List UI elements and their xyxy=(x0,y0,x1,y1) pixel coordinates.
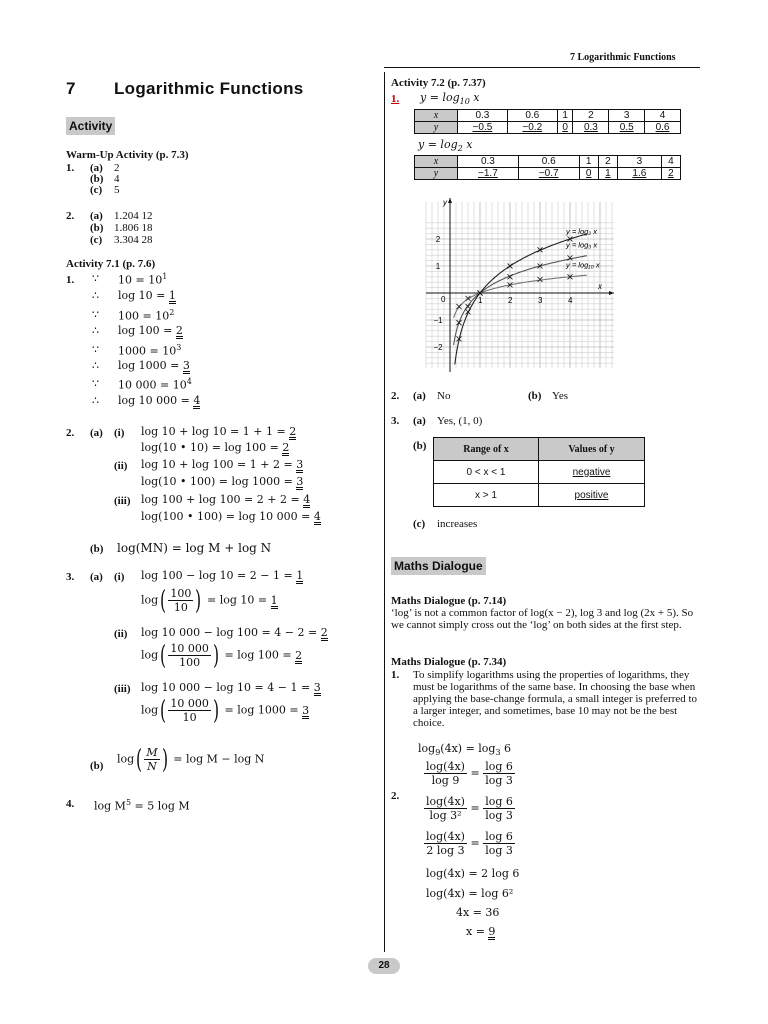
table-row xyxy=(434,484,645,507)
q3-i-line1 xyxy=(141,569,303,584)
q1-symbol: ∵ xyxy=(92,343,99,356)
numerator: log 6 xyxy=(485,795,513,808)
answer-value: Yes, (1, 0) xyxy=(437,415,483,427)
table-header: Range of x xyxy=(434,438,539,461)
table-cell: 2 xyxy=(598,156,617,168)
q1-symbol: ∴ xyxy=(92,359,99,372)
part-label: (a) xyxy=(90,571,103,583)
log-word: log xyxy=(141,648,159,662)
table-cell: −1.7 xyxy=(458,168,519,180)
table-header: y xyxy=(415,168,458,180)
answer: 2 xyxy=(289,425,297,438)
left-paren: ( xyxy=(160,640,167,671)
table-cell: −0.5 xyxy=(458,122,508,134)
table-cell: negative xyxy=(539,461,645,484)
table-row xyxy=(415,110,681,122)
act72-q1-num: 1. xyxy=(391,93,400,105)
exponent: 4 xyxy=(186,377,192,386)
denominator: 2 log 3 xyxy=(426,844,465,857)
table-cell: 0.5 xyxy=(609,122,645,134)
expr: log 1000 = xyxy=(118,359,183,372)
act71-heading: Activity 7.1 (p. 7.6) xyxy=(66,258,156,270)
part-label: (ii) xyxy=(114,628,128,640)
numerator: 10 000 xyxy=(170,642,209,655)
denominator: log 3² xyxy=(429,809,462,822)
answer: 2 xyxy=(320,626,328,639)
table-row xyxy=(415,156,681,168)
fraction xyxy=(483,830,515,857)
q1-line xyxy=(118,359,190,374)
md2-q2-num: 2. xyxy=(391,790,400,802)
q1-symbol: ∵ xyxy=(92,308,99,321)
q1-symbol: ∴ xyxy=(92,289,99,302)
log-word: log xyxy=(141,593,159,607)
q3-ii-line1 xyxy=(141,626,328,641)
activity-banner: Activity xyxy=(66,117,115,135)
table-cell: 3 xyxy=(618,156,662,168)
q3-ii-frac xyxy=(141,642,302,669)
table-header: y xyxy=(415,122,458,134)
expr: log xyxy=(418,742,436,755)
expr: log 100 + log 100 = 2 + 2 = xyxy=(141,493,304,506)
q1-line xyxy=(118,308,174,323)
answer: 4 xyxy=(193,394,201,407)
exponent: 2 xyxy=(169,308,175,317)
denominator: log 3 xyxy=(485,844,513,857)
act72-heading: Activity 7.2 (p. 7.37) xyxy=(391,77,486,89)
q1-line xyxy=(118,343,181,358)
expr: (4x) = log xyxy=(440,742,496,755)
answer: 4 xyxy=(303,493,311,506)
answer-value: 1.806 18 xyxy=(114,222,153,234)
numerator: log(4x) xyxy=(426,795,465,808)
expr: log 10 000 = xyxy=(118,394,194,407)
answer-value: Yes xyxy=(552,390,569,402)
q1-symbol: ∴ xyxy=(92,324,99,337)
table-cell: 1.6 xyxy=(618,168,662,180)
page-number: 28 xyxy=(368,958,400,974)
maths-dialogue-banner: Maths Dialogue xyxy=(391,557,486,575)
fraction xyxy=(424,760,467,787)
act71-q4-num: 4. xyxy=(66,798,75,810)
expr: 10 = 10 xyxy=(118,273,163,287)
left-paren: ( xyxy=(160,585,167,616)
part-label: (c) xyxy=(413,518,426,530)
origin-label: 0 xyxy=(441,295,446,304)
expr: log(10 • 100) = log 1000 = xyxy=(141,475,297,488)
denominator: 100 xyxy=(179,656,201,669)
curve-legend-label: y = log₁₀ x xyxy=(566,260,600,270)
y-axis-arrow-icon xyxy=(448,198,452,203)
table-cell: −0.2 xyxy=(507,122,557,134)
q3-iii-frac xyxy=(141,697,309,724)
q2-num: 2. xyxy=(391,390,400,402)
table-log10 xyxy=(414,109,681,134)
fraction xyxy=(483,795,515,822)
md2-line8 xyxy=(466,925,495,940)
column-divider xyxy=(384,72,385,952)
table-cell: −0.7 xyxy=(518,168,579,180)
expr: log 10 + log 100 = 1 + 2 = xyxy=(141,458,297,471)
table-cell: 3 xyxy=(609,110,645,122)
q4-expr xyxy=(94,798,190,813)
answer: 2 xyxy=(295,648,303,662)
right-paren: ) xyxy=(212,640,219,671)
q2-i-line1 xyxy=(141,425,296,440)
part-label: (b) xyxy=(413,440,427,452)
warmup-q2-num: 2. xyxy=(66,210,75,222)
numerator: 100 xyxy=(170,587,192,600)
expr: 10 000 = 10 xyxy=(118,378,187,392)
md2-line7: 4x = 36 xyxy=(456,906,500,919)
y-tick-label: 1 xyxy=(435,262,441,271)
exponent: 1 xyxy=(162,272,168,281)
denominator: log 9 xyxy=(431,774,460,787)
expr: log 100 = xyxy=(118,324,176,337)
table-cell: 4 xyxy=(645,110,681,122)
answer: 2 xyxy=(175,324,183,337)
range-table xyxy=(433,437,645,507)
warmup-heading: Warm-Up Activity (p. 7.3) xyxy=(66,149,189,161)
md2-heading: Maths Dialogue (p. 7.34) xyxy=(391,656,507,668)
curve-legend-label: y = log₃ x xyxy=(566,240,598,250)
answer-value: 3.304 28 xyxy=(114,234,153,246)
q3-b-expr xyxy=(117,746,264,773)
table-header: Values of y xyxy=(539,438,645,461)
exponent: 3 xyxy=(176,343,182,352)
fraction xyxy=(424,795,467,822)
numerator: log 6 xyxy=(485,830,513,843)
equals: = xyxy=(470,766,480,780)
answer: 3 xyxy=(302,703,310,717)
q2-ii-line2 xyxy=(141,475,303,490)
table-cell: 0 xyxy=(557,122,573,134)
table-cell: 0 xyxy=(579,168,598,180)
answer-value: No xyxy=(437,390,451,402)
x-tick-label: 1 xyxy=(478,296,483,305)
table-cell: positive xyxy=(539,484,645,507)
fraction xyxy=(168,642,211,669)
expr: x xyxy=(462,138,473,151)
answer: 3 xyxy=(182,359,190,372)
answer-value: 2 xyxy=(114,162,120,174)
right-paren: ) xyxy=(195,585,202,616)
curve-log2 xyxy=(455,234,587,365)
expr: = log M − log N xyxy=(173,752,265,766)
expr: log 10 000 − log 10 = 4 − 1 = xyxy=(141,681,314,694)
table-cell: 4 xyxy=(661,156,680,168)
exponent: 5 xyxy=(125,798,132,807)
table-cell: 0.6 xyxy=(645,122,681,134)
log-base: 2 xyxy=(457,144,463,154)
act71-q2-num: 2. xyxy=(66,427,75,439)
md2-line5: log(4x) = 2 log 6 xyxy=(426,867,520,880)
table-cell: 0 < x < 1 xyxy=(434,461,539,484)
q1-line xyxy=(118,289,176,304)
md2-line6: log(4x) = log 6² xyxy=(426,887,514,900)
running-header: 7 Logarithmic Functions xyxy=(570,52,676,63)
left-paren: ( xyxy=(160,695,167,726)
x-tick-label: 2 xyxy=(508,296,513,305)
answer-value: 1.204 12 xyxy=(114,210,153,222)
left-paren: ( xyxy=(136,744,143,775)
expr: log M xyxy=(94,799,126,813)
table-header: x xyxy=(415,156,458,168)
part-label: (c) xyxy=(90,234,103,246)
part-label: (b) xyxy=(90,222,104,234)
table-cell: 0.3 xyxy=(458,110,508,122)
numerator: M xyxy=(146,746,158,759)
part-label: (c) xyxy=(90,184,103,196)
expr: y = log xyxy=(420,91,460,104)
expr: = log 100 = xyxy=(224,648,296,662)
expr: log(10 • 10) = log 100 = xyxy=(141,441,283,454)
part-label: (ii) xyxy=(114,460,128,472)
expr: 6 xyxy=(500,742,512,755)
warmup-q1-num: 1. xyxy=(66,162,75,174)
header-rule xyxy=(384,67,700,68)
part-label: (iii) xyxy=(114,683,131,695)
x-tick-label: 3 xyxy=(538,296,543,305)
table-cell: 2 xyxy=(661,168,680,180)
curve-log10 xyxy=(454,275,587,318)
table-row xyxy=(434,461,645,484)
expr: = 5 log M xyxy=(131,799,190,813)
q1-line xyxy=(118,272,167,287)
table-cell: 1 xyxy=(557,110,573,122)
table-cell: 0.3 xyxy=(458,156,519,168)
table2-caption xyxy=(418,138,472,153)
curve-legend-label: y = log₂ x xyxy=(566,227,597,237)
equals: = xyxy=(470,801,480,815)
fraction xyxy=(168,587,193,614)
md2-fraction-equation xyxy=(424,795,515,822)
log-base: 10 xyxy=(459,97,470,107)
part-label: (b) xyxy=(90,173,104,185)
chapter-number: 7 xyxy=(66,79,76,98)
answer-value: 4 xyxy=(114,173,120,185)
expr: 1000 = 10 xyxy=(118,344,177,358)
denominator: log 3 xyxy=(485,774,513,787)
answer-value: increases xyxy=(437,518,478,530)
q1-symbol: ∵ xyxy=(92,272,99,285)
expr: log 100 − log 10 = 2 − 1 = xyxy=(141,569,297,582)
q3-i-frac xyxy=(141,587,278,614)
part-label: (i) xyxy=(114,427,125,439)
table-row xyxy=(415,122,681,134)
numerator: 10 000 xyxy=(170,697,209,710)
q1-symbol: ∴ xyxy=(92,394,99,407)
md2-line1 xyxy=(418,742,511,757)
md1-heading: Maths Dialogue (p. 7.14) xyxy=(391,595,507,607)
table-row xyxy=(415,168,681,180)
q2-iii-line2 xyxy=(141,510,321,525)
denominator: log 3 xyxy=(485,809,513,822)
table-row xyxy=(434,438,645,461)
table-cell: 0.6 xyxy=(507,110,557,122)
expr: = log 10 = xyxy=(207,593,271,607)
fraction xyxy=(483,760,515,787)
answer: 1 xyxy=(168,289,176,302)
right-paren: ) xyxy=(212,695,219,726)
q2-ii-line1 xyxy=(141,458,303,473)
right-paren: ) xyxy=(161,744,168,775)
part-label: (iii) xyxy=(114,495,131,507)
answer: 1 xyxy=(296,569,304,582)
table-cell: 1 xyxy=(598,168,617,180)
part-label: (a) xyxy=(413,390,426,402)
log-word: log xyxy=(141,703,159,717)
act71-q1-num: 1. xyxy=(66,274,75,286)
md2-fraction-equation xyxy=(424,760,515,787)
y-tick-label: −1 xyxy=(433,316,443,325)
answer: 9 xyxy=(488,925,496,938)
part-label: (a) xyxy=(90,427,103,439)
md2-q1-text: To simplify logarithms using the properties of logarithms, they must be logarithms of the same base. In choosing the base when applying the base-change formula, a small integer is preferred to a larger integer, and sometimes, base 10 may not be the best choice. xyxy=(413,669,698,729)
x-tick-label: 4 xyxy=(568,296,573,305)
fraction xyxy=(144,746,159,773)
q2-i-line2 xyxy=(141,441,289,456)
expr: 100 = 10 xyxy=(118,309,170,323)
denominator: 10 xyxy=(173,601,188,614)
table-cell: 2 xyxy=(573,110,609,122)
md1-text: ‘log’ is not a common factor of log(x − 2), log 3 and log (2x + 5). So we cannot simply cross out the ‘log’ on both sides at the first step. xyxy=(391,607,694,631)
y-tick-label: 2 xyxy=(435,235,441,244)
expr: log(100 • 100) = log 10 000 = xyxy=(141,510,314,523)
y-axis-label: y xyxy=(443,198,447,207)
answer: 2 xyxy=(282,441,290,454)
part-label: (b) xyxy=(528,390,542,402)
expr: = log 1000 = xyxy=(224,703,303,717)
equals: = xyxy=(470,836,480,850)
table-cell: 1 xyxy=(579,156,598,168)
part-label: (a) xyxy=(413,415,426,427)
act71-q3-num: 3. xyxy=(66,571,75,583)
q3-iii-line1 xyxy=(141,681,321,696)
fraction xyxy=(424,830,467,857)
denominator: 10 xyxy=(182,711,197,724)
data-point-cross-icon xyxy=(457,320,462,325)
x-axis-arrow-icon xyxy=(609,291,614,295)
part-label: (a) xyxy=(90,162,103,174)
expr: x = xyxy=(466,925,489,938)
q2-iii-line1 xyxy=(141,493,310,508)
answer: 3 xyxy=(296,475,304,488)
q1-line xyxy=(118,394,200,409)
data-point-cross-icon xyxy=(457,304,462,309)
x-axis-label: x xyxy=(598,282,602,291)
table-log2 xyxy=(414,155,681,180)
md2-q1-num: 1. xyxy=(391,669,400,681)
denominator: N xyxy=(147,760,157,773)
log-base: 9 xyxy=(435,748,441,758)
log-word: log xyxy=(117,752,135,766)
table-header: x xyxy=(415,110,458,122)
part-label: (b) xyxy=(90,543,104,555)
log-graph xyxy=(418,192,618,382)
table1-caption xyxy=(420,91,480,106)
part-label: (i) xyxy=(114,571,125,583)
table-cell: 0.6 xyxy=(518,156,579,168)
q2-b-expr: log(MN) = log M + log N xyxy=(117,541,272,555)
log-base: 3 xyxy=(495,748,501,758)
answer-value: 5 xyxy=(114,184,120,196)
table-cell: x > 1 xyxy=(434,484,539,507)
expr: log 10 = xyxy=(118,289,169,302)
expr: x xyxy=(469,91,480,104)
part-label: (b) xyxy=(90,760,104,772)
expr: log 10 000 − log 100 = 4 − 2 = xyxy=(141,626,321,639)
answer: 1 xyxy=(270,593,278,607)
expr: log 10 + log 10 = 1 + 1 = xyxy=(141,425,290,438)
answer: 4 xyxy=(313,510,321,523)
part-label: (a) xyxy=(90,210,103,222)
md2-fraction-equation xyxy=(424,830,515,857)
answer: 3 xyxy=(313,681,321,694)
expr: y = log xyxy=(418,138,458,151)
y-tick-label: −2 xyxy=(433,343,443,352)
q1-line xyxy=(118,377,192,392)
q1-symbol: ∵ xyxy=(92,377,99,390)
numerator: log(4x) xyxy=(426,830,465,843)
q3-num: 3. xyxy=(391,415,400,427)
answer: 3 xyxy=(296,458,304,471)
numerator: log(4x) xyxy=(426,760,465,773)
q1-line xyxy=(118,324,183,339)
table-cell: 0.3 xyxy=(573,122,609,134)
fraction xyxy=(168,697,211,724)
chapter-title: Logarithmic Functions xyxy=(114,79,304,98)
numerator: log 6 xyxy=(485,760,513,773)
